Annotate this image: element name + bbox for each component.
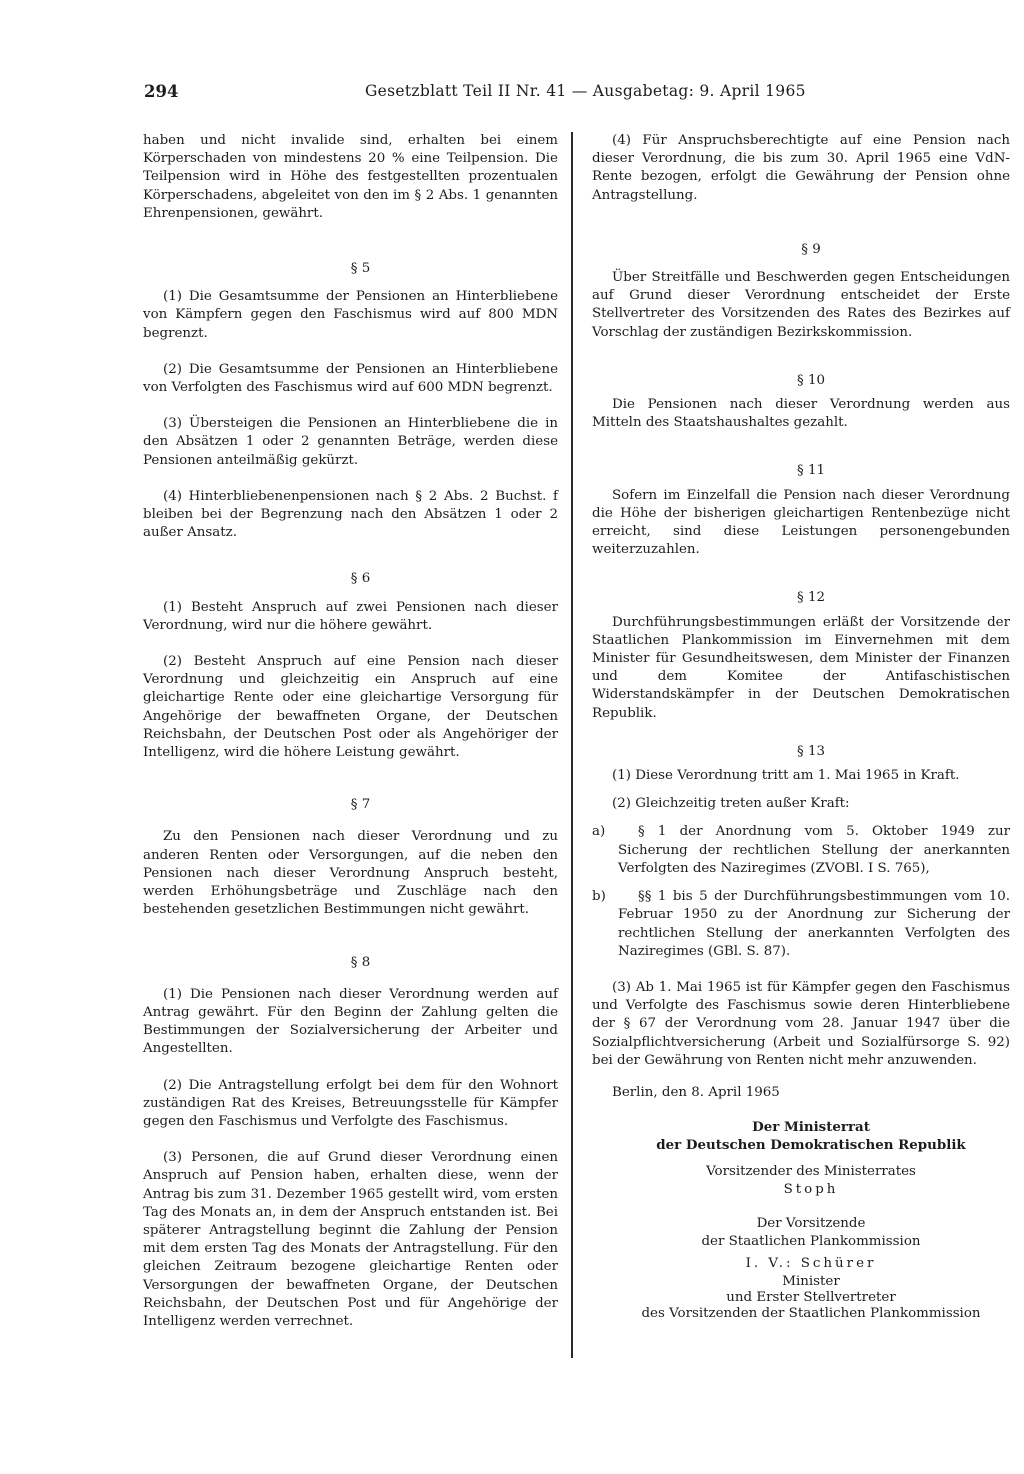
signature-plan-line2: der Staatlichen Plankommission — [701, 1234, 921, 1250]
signature-chair-name: Stoph — [783, 1181, 839, 1197]
paragraph: (1) Die Gesamtsumme der Pensionen an Hinterbliebene von Kämpfern gegen den Faschismus wird auf 800 MDN begrenzt. — [143, 289, 558, 341]
signature-deputy-title2: und Erster Stellvertreter — [726, 1289, 896, 1305]
list-label: a) — [592, 824, 606, 840]
section-heading: § 5 — [350, 261, 371, 277]
signature-deputy-title1: Minister — [782, 1273, 840, 1289]
paragraph: (2) Die Gesamtsumme der Pensionen an Hinterbliebene von Verfolgten des Faschismus wird auf 600 MDN begrenzt. — [143, 361, 558, 396]
section-heading: § 8 — [350, 954, 371, 970]
paragraph: Zu den Pensionen nach dieser Verordnung und zu anderen Renten oder Versorgungen, auf die neben den Pensionen nach dieser Verordnung Anspruch besteht, werden Erhöhungsbeträge und Zuschläge nach den bestehenden gesetzlichen Bestimmungen nicht gewährt. — [143, 829, 558, 918]
signature-deputy-title3: des Vorsitzenden der Staatlichen Plankommission — [641, 1305, 981, 1321]
signature-plan-line1: Der Vorsitzende — [756, 1215, 866, 1231]
journal-title: Gesetzblatt Teil II Nr. 41 — Ausgabetag: 9. April 1965 — [365, 82, 806, 100]
section-heading: § 9 — [801, 241, 821, 257]
paragraph: (2) Gleichzeitig treten außer Kraft: — [612, 796, 850, 812]
left-column — [143, 132, 558, 1331]
paragraph: (1) Besteht Anspruch auf zwei Pensionen nach dieser Verordnung, wird nur die höhere gewährt. — [143, 599, 558, 633]
section-heading: § 11 — [797, 463, 825, 479]
paragraph: (1) Diese Verordnung tritt am 1. Mai 1965 in Kraft. — [612, 768, 960, 784]
signature-org-line1: Der Ministerrat — [752, 1119, 870, 1136]
right-column — [592, 132, 1010, 1322]
paragraph: Durchführungsbestimmungen erläßt der Vorsitzende der Staatlichen Plankommission im Einvernehmen mit dem Minister für Gesundheitswesen, dem Minister der Finanzen und dem Komitee der Antifaschistischen Widerstandskämpfer in der Deutschen Demokratischen Republik. — [592, 614, 1010, 721]
column-divider — [571, 132, 573, 1358]
list-item — [592, 823, 1010, 878]
section-heading: § 6 — [350, 571, 371, 587]
section-heading: § 7 — [350, 797, 371, 813]
paragraph: (4) Hinterbliebenenpensionen nach § 2 Abs. 2 Buchst. f bleiben bei der Begrenzung nach den Absätzen 1 oder 2 außer Ansatz. — [143, 488, 558, 541]
paragraph: (3) Personen, die auf Grund dieser Verordnung einen Anspruch auf Pension haben, erhalten diese, wenn der Antrag bis zum 31. Dezember 1965 gestellt wird, vom ersten Tag des Monats an, in dem der Anspruch entstanden ist. Bei späterer Antragstellung beginnt die Zahlung der Pension mit dem ersten Tag des Monats der Antragstellung. Für den gleichen Zeitraum bezogene gleichartige Renten oder Versorgungen der bewaffneten Organe, der Deutschen Reichsbahn, der Deutschen Post und für Angehörige der Intelligenz werden verrechnet. — [143, 1150, 558, 1329]
paragraph: Die Pensionen nach dieser Verordnung werden aus Mitteln des Staatshaushaltes gezahlt. — [592, 397, 1010, 431]
signature-deputy-name: I. V.: Schürer — [745, 1256, 877, 1272]
paragraph: Über Streitfälle und Beschwerden gegen Entscheidungen auf Grund dieser Verordnung entscheidet der Erste Stellvertreter des Vorsitzenden des Rates des Bezirkes auf Vorschlag der zuständigen Bezirkskommission. — [592, 270, 1010, 340]
list-item — [592, 888, 1010, 961]
paragraph: (2) Besteht Anspruch auf eine Pension nach dieser Verordnung und gleichzeitig ein Anspruch auf eine gleichartige Rente oder eine gleichartige Versorgung für Angehörige der bewaffneten Organe, der Deutschen Reichsbahn, der Deutschen Post oder als Angehöriger der Intelligenz, wird die höhere Leistung gewährt. — [143, 654, 558, 761]
list-text: §§ 1 bis 5 der Durchführungsbestimmungen vom 10. Februar 1950 zu der Anordnung zur Sicherung der rechtlichen Stellung der anerkannten Verfolgten des Naziregimes (GBl. S. 87). — [618, 889, 1010, 959]
paragraph: (1) Die Pensionen nach dieser Verordnung werden auf Antrag gewährt. Für den Beginn der Zahlung gelten die Bestimmungen der Sozialversicherung der Arbeiter und Angestellten. — [143, 986, 558, 1057]
paragraph: (3) Übersteigen die Pensionen an Hinterbliebene die in den Absätzen 1 oder 2 genannten Beträge, werden diese Pensionen anteilmäßig gekürzt. — [143, 416, 558, 468]
list-label: b) — [592, 889, 606, 905]
place-date: Berlin, den 8. April 1965 — [612, 1084, 780, 1100]
paragraph: (3) Ab 1. Mai 1965 ist für Kämpfer gegen den Faschismus und Verfolgte des Faschismus sowie deren Hinterbliebene der § 67 der Verordnung vom 28. Januar 1947 über die Sozialpflichtversicherung (Arbeit und Sozialfürsorge S. 92) bei der Gewährung von Renten nicht mehr anzuwenden. — [592, 979, 1010, 1068]
section-heading: § 13 — [797, 743, 825, 759]
page-number: 294 — [144, 82, 179, 101]
paragraph: (2) Die Antragstellung erfolgt bei dem für den Wohnort zuständigen Rat des Kreises, Betreuungsstelle für Kämpfer gegen den Faschismus und Verfolgte des Faschismus. — [143, 1077, 558, 1129]
section-heading: § 10 — [797, 372, 825, 388]
list-text: § 1 der Anordnung vom 5. Oktober 1949 zur Sicherung der rechtlichen Stellung der anerkannten Verfolgten des Naziregimes (ZVOBl. I S. 765), — [618, 824, 1010, 876]
paragraph: haben und nicht invalide sind, erhalten bei einem Körperschaden von mindestens 20 % eine Teilpension. Die Teilpension wird in Höhe des festgestellten prozentualen Körperschadens, abgeleitet von den im § 2 Abs. 1 genannten Ehrenpensionen, gewährt. — [143, 133, 558, 221]
paragraph: (4) Für Anspruchsberechtigte auf eine Pension nach dieser Verordnung, die bis zum 30. April 1965 eine VdN-Rente bezogen, erfolgt die Gewährung der Pension ohne Antragstellung. — [592, 133, 1010, 203]
signature-chair-title: Vorsitzender des Ministerrates — [706, 1163, 916, 1179]
signature-org-line2: der Deutschen Demokratischen Republik — [656, 1137, 966, 1154]
page-header — [140, 82, 1010, 106]
paragraph: Sofern im Einzelfall die Pension nach dieser Verordnung die Höhe der bisherigen gleichartigen Rentenbezüge nicht erreicht, sind diese Leistungen personengebunden weiterzuzahlen. — [592, 487, 1010, 558]
section-heading: § 12 — [797, 590, 825, 606]
